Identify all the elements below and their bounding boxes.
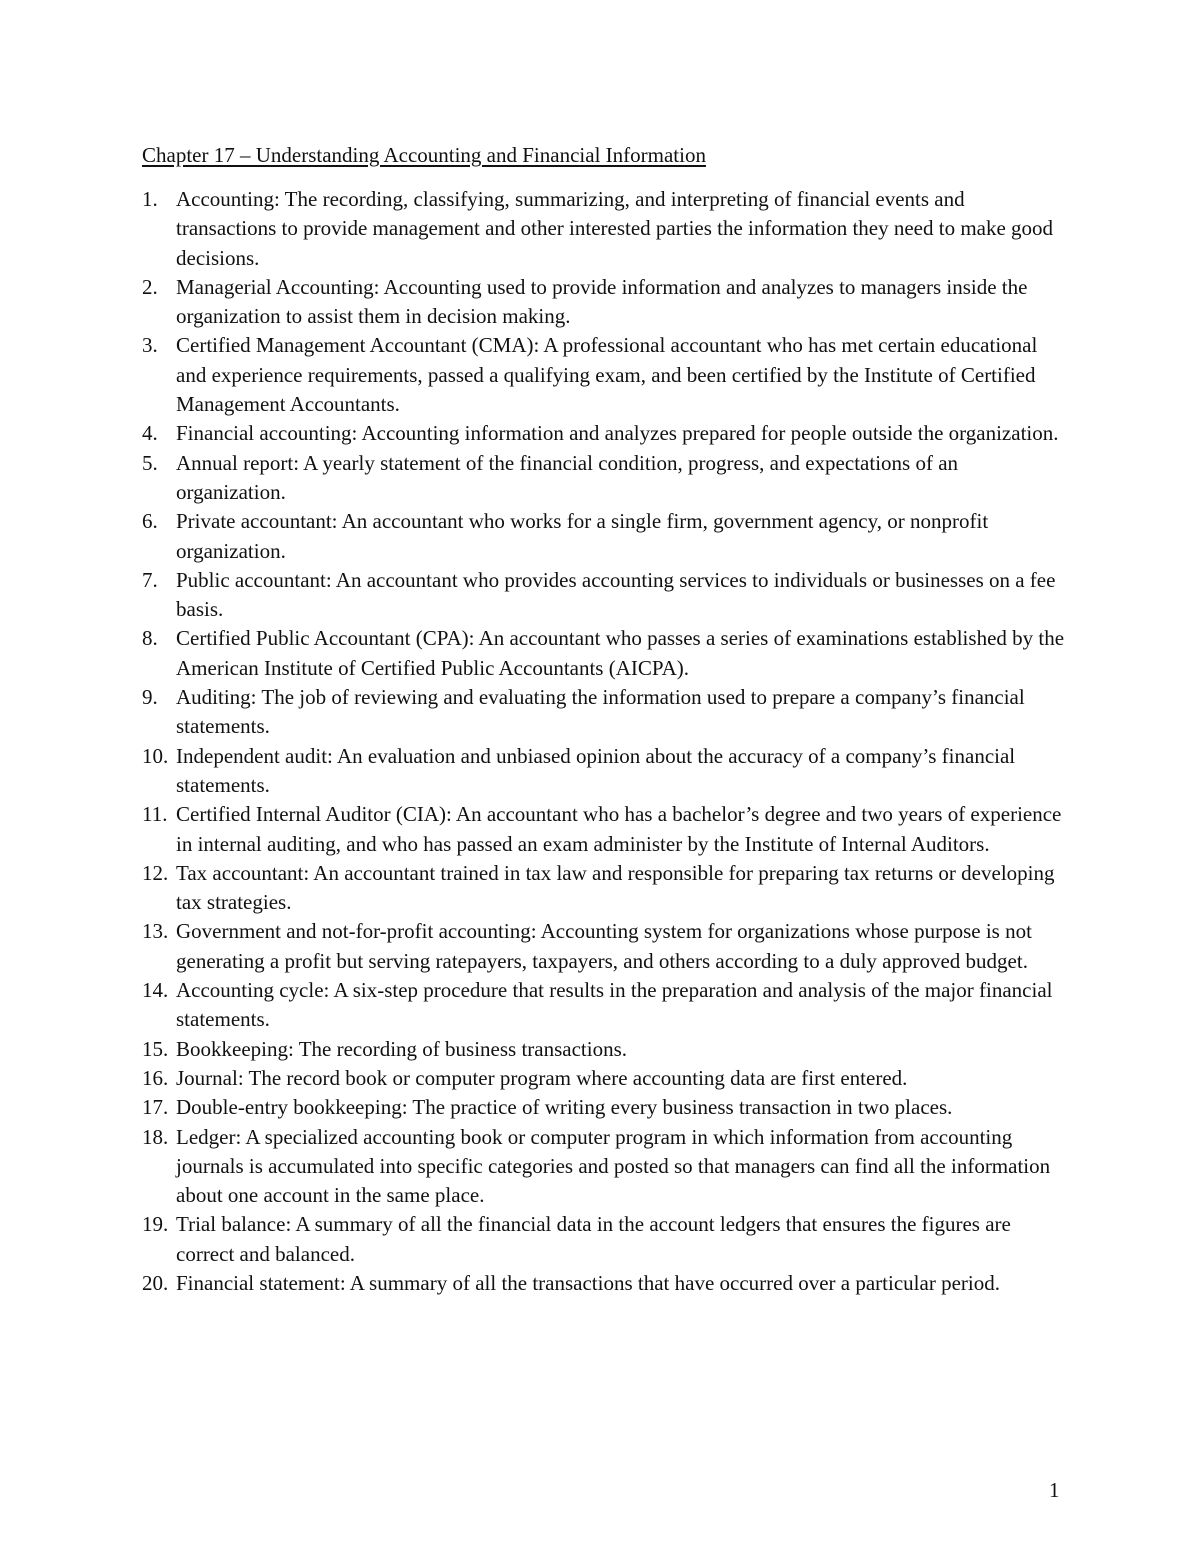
item-text: Trial balance: A summary of all the financial data in the account ledgers that ensures the figures are correct and balanced. [176,1212,1011,1266]
list-item [142,859,1067,918]
page-title: Chapter 17 – Understanding Accounting and Financial Information [142,143,706,167]
item-text: Journal: The record book or computer program where accounting data are first entered. [176,1065,908,1090]
item-text: Accounting: The recording, classifying, summarizing, and interpreting of financial events and transactions to provide management and other interested parties the information they need to make good decisions. [176,187,1054,270]
page-number: 1 [1049,1478,1060,1502]
list-item [142,800,1067,859]
item-number: 17. [142,1095,169,1120]
item-text: Auditing: The job of reviewing and evaluating the information used to prepare a company’s financial statements. [176,685,1025,739]
item-text: Accounting cycle: A six-step procedure that results in the preparation and analysis of the major financial statements. [176,978,1053,1032]
list-item [142,1064,1067,1093]
list-item [142,742,1067,801]
item-text: Financial statement: A summary of all the transactions that have occurred over a particular period. [176,1270,1000,1295]
list-item [142,1035,1067,1064]
item-number: 2. [142,274,158,299]
item-number: 7. [142,567,158,592]
item-number: 16. [142,1065,169,1090]
list-item [142,419,1067,448]
item-number: 5. [142,450,158,475]
list-item [142,331,1067,419]
item-text: Bookkeeping: The recording of business transactions. [176,1036,628,1061]
item-text: Certified Internal Auditor (CIA): An accountant who has a bachelor’s degree and two years of experience in internal auditing, and who has passed an exam administer by the Institute of Internal Auditors. [176,802,1062,856]
list-item [142,185,1067,273]
item-text: Managerial Accounting: Accounting used to provide information and analyzes to managers inside the organization to assist them in decision making. [176,274,1028,329]
list-item [142,1210,1067,1269]
item-text: Tax accountant: An accountant trained in tax law and responsible for preparing tax returns or developing tax strategies. [176,860,1055,915]
item-number: 10. [142,743,169,768]
item-number: 12. [142,860,169,885]
item-text: Certified Public Accountant (CPA): An accountant who passes a series of examinations established by the American Institute of Certified Public Accountants (AICPA). [176,626,1065,680]
item-number: 6. [142,509,158,534]
item-text: Certified Management Accountant (CMA): A professional accountant who has met certain educational and experience requirements, passed a qualifying exam, and been certified by the Institute of Certified Management Accountants. [176,333,1038,417]
list-item [142,624,1067,683]
item-number: 4. [142,421,158,446]
item-text: Annual report: A yearly statement of the financial condition, progress, and expectations of an organization. [176,450,959,504]
item-number: 18. [142,1124,169,1149]
list-item [142,273,1067,332]
list-item [142,1269,1067,1298]
item-number: 3. [142,333,158,358]
item-text: Private accountant: An accountant who works for a single firm, government agency, or nonprofit organization. [176,509,989,563]
item-text: Public accountant: An accountant who provides accounting services to individuals or businesses on a fee basis. [176,567,1056,622]
definition-list [142,185,1067,1298]
list-item [142,1093,1067,1122]
list-item [142,976,1067,1035]
item-number: 11. [142,802,168,827]
item-text: Government and not-for-profit accounting: Accounting system for organizations whose purpose is not generating a profit but serving ratepayers, taxpayers, and others according to a duly approved budget. [176,919,1032,973]
item-number: 19. [142,1212,169,1237]
item-number: 13. [142,919,169,944]
item-number: 15. [142,1036,169,1061]
item-text: Financial accounting: Accounting information and analyzes prepared for people outside the organization. [176,421,1059,446]
list-item [142,449,1067,508]
list-item [142,507,1067,566]
item-number: 20. [142,1270,169,1295]
item-number: 8. [142,626,158,651]
item-number: 9. [142,685,158,710]
item-text: Double-entry bookkeeping: The practice of writing every business transaction in two places. [176,1095,953,1120]
list-item [142,917,1067,976]
item-number: 14. [142,978,169,1003]
list-item [142,1123,1067,1211]
list-item [142,566,1067,625]
item-number: 1. [142,187,158,211]
item-text: Independent audit: An evaluation and unbiased opinion about the accuracy of a company’s financial statements. [176,743,1016,797]
list-item [142,683,1067,742]
item-text: Ledger: A specialized accounting book or computer program in which information from accounting journals is accumulated into specific categories and posted so that managers can find all the information about one account in the same place. [176,1124,1051,1208]
